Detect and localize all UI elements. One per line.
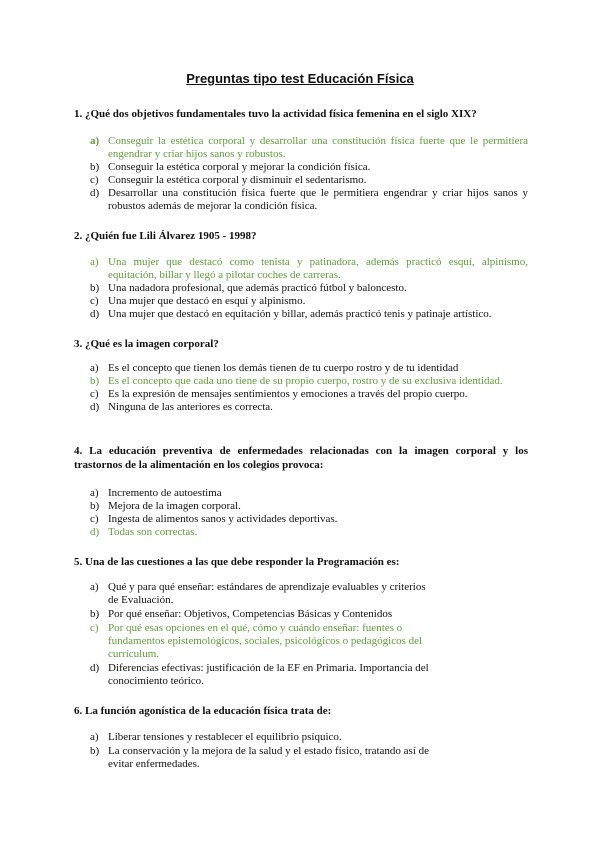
option-letter: b)	[90, 500, 100, 512]
option-text: Por qué esas opciones en el qué, cómo y cuándo enseñar: fuentes o fundamentos epistemológicos, sociales, psicológicos o pedagógicos del currículum.	[108, 622, 423, 660]
option-letter: c)	[90, 295, 99, 307]
option-4d	[90, 526, 528, 539]
option-text: Es la expresión de mensajes sentimientos y emociones a través del propio cuerpo.	[108, 388, 468, 400]
question-4-options	[90, 487, 528, 539]
option-letter: a)	[90, 731, 99, 743]
option-letter: d)	[90, 401, 100, 413]
option-letter: b)	[90, 282, 100, 294]
option-3a	[90, 362, 528, 375]
option-text: Una mujer que destacó como tenista y patinadora, además practicó esquí, alpinismo, equitación, billar y llegó a pilotar coches de carreras.	[108, 256, 528, 281]
option-letter: c)	[90, 513, 99, 525]
question-4: 4. La educación preventiva de enfermedades relacionadas con la imagen corporal y los trastornos de la alimentación en los colegios provoca:	[74, 445, 528, 471]
option-5c	[90, 622, 438, 661]
option-3d	[90, 401, 528, 414]
option-letter: d)	[90, 526, 100, 538]
option-1a	[90, 135, 528, 161]
option-text: Una mujer que destacó en equitación y billar, además practicó tenis y patinaje artístico.	[108, 308, 492, 320]
option-letter: b)	[90, 375, 100, 387]
question-2-options	[90, 256, 528, 321]
option-letter: d)	[90, 308, 100, 320]
option-3b	[90, 375, 528, 388]
option-letter: b)	[90, 161, 100, 173]
option-text: Una nadadora profesional, que además practicó fútbol y baloncesto.	[108, 282, 407, 294]
option-letter: b)	[90, 608, 100, 620]
option-1d	[90, 187, 528, 213]
option-text: Liberar tensiones y restablecer el equilibrio psíquico.	[108, 731, 342, 743]
option-text: Conseguir la estética corporal y disminuir el sedentarismo.	[108, 174, 367, 186]
option-text: Es el concepto que tienen los demás tienen de tu cuerpo rostro y de tu identidad	[108, 362, 459, 374]
option-1c	[90, 174, 528, 187]
option-text: Incremento de autoestima	[108, 487, 222, 499]
option-text: Por qué enseñar: Objetivos, Competencias Básicas y Contenidos	[108, 608, 393, 620]
option-letter: c)	[90, 388, 99, 400]
option-text: Ninguna de las anteriores es correcta.	[108, 401, 273, 413]
option-letter: b)	[90, 745, 100, 757]
option-letter: a)	[90, 362, 99, 374]
option-4c	[90, 513, 528, 526]
option-5a	[90, 581, 438, 607]
option-text: Conseguir la estética corporal y desarrollar una constitución física fuerte que le permitiera engendrar y criar hijos sanos y robustos.	[108, 135, 528, 160]
option-2c	[90, 295, 528, 308]
option-letter: c)	[90, 174, 99, 186]
option-2d	[90, 308, 528, 321]
option-letter: d)	[90, 187, 100, 199]
question-1: 1. ¿Qué dos objetivos fundamentales tuvo la actividad física femenina en el siglo XIX?	[74, 108, 477, 120]
question-5-options	[90, 581, 528, 688]
option-4b	[90, 500, 528, 513]
option-text: Todas son correctas.	[108, 526, 198, 538]
option-text: Ingesta de alimentos sanos y actividades deportivas.	[108, 513, 338, 525]
option-text: Una mujer que destacó en esquí y alpinismo.	[108, 295, 306, 307]
option-text: Mejora de la imagen corporal.	[108, 500, 241, 512]
option-letter: a)	[90, 135, 100, 147]
option-5b	[90, 608, 528, 621]
option-1b	[90, 161, 528, 174]
option-3c	[90, 388, 528, 401]
option-2b	[90, 282, 528, 295]
option-4a	[90, 487, 528, 500]
option-letter: a)	[90, 581, 99, 593]
question-6-options	[90, 731, 528, 771]
option-6b	[90, 745, 438, 771]
option-text: Desarrollar una constitución física fuerte que le permitiera engendrar y criar hijos sanos y robustos además de mejorar la condición física.	[108, 187, 528, 212]
option-text: Qué y para qué enseñar: estándares de aprendizaje evaluables y criterios de Evaluación.	[108, 581, 426, 606]
question-1-options	[90, 135, 528, 213]
option-letter: d)	[90, 662, 100, 674]
question-3: 3. ¿Qué es la imagen corporal?	[74, 338, 219, 350]
option-2a	[90, 256, 528, 282]
option-letter: a)	[90, 256, 99, 268]
option-text: Es el concepto que cada uno tiene de su propio cuerpo, rostro y de su exclusiva identidad.	[108, 375, 503, 387]
option-text: Diferencias efectivas: justificación de la EF en Primaria. Importancia del conocimiento teórico.	[108, 662, 429, 687]
document-title: Preguntas tipo test Educación Física	[186, 71, 414, 86]
question-5: 5. Una de las cuestiones a las que debe responder la Programación es:	[74, 556, 400, 568]
option-text: Conseguir la estética corporal y mejorar la condición física.	[108, 161, 371, 173]
question-6: 6. La función agonística de la educación física trata de:	[74, 705, 332, 717]
option-6a	[90, 731, 528, 744]
question-2: 2. ¿Quién fue Lili Álvarez 1905 - 1998?	[74, 230, 257, 242]
option-letter: c)	[90, 622, 99, 634]
question-3-options	[90, 362, 528, 414]
option-5d	[90, 662, 438, 688]
option-letter: a)	[90, 487, 99, 499]
option-text: La conservación y la mejora de la salud y el estado físico, tratando así de evitar enfermedades.	[108, 745, 430, 770]
